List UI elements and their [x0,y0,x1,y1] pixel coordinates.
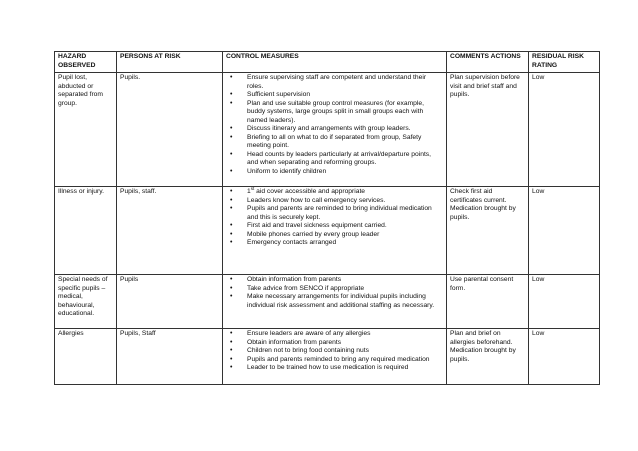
list-item: • Leaders know how to call emergency services. [226,197,443,206]
persons-cell: Pupils. [117,73,223,187]
hazard-cell: Special needs of specific pupils – medical, behavioural, educational. [55,275,117,329]
control-measures-cell [223,187,447,275]
ordinal-suffix: st [250,185,255,191]
first-aid-number: 1 [247,188,251,195]
rating-cell: Low [529,329,600,385]
list-item: • Plan and use suitable group control measures (for example, buddy systems, large groups split in small groups each with named leaders). [226,100,443,126]
table-row [55,275,600,329]
persons-cell: Pupils, Staff [117,329,223,385]
comments-cell: Check first aid certificates current. Medication brought by pupils. [447,187,529,275]
comments-cell: Use parental consent form. [447,275,529,329]
rating-cell: Low [529,187,600,275]
list-item: • Make necessary arrangements for individual pupils including individual risk assessment and additional staffing as necessary. [226,293,443,310]
list-item: • Discuss itinerary and arrangements with group leaders. [226,125,443,134]
header-hazard: HAZARD OBSERVED [55,52,117,73]
hazard-cell: Pupil lost, abducted or separated from group. [55,73,117,187]
list-item: • Emergency contacts arranged [226,239,443,248]
list-item: • Obtain information from parents [226,276,443,285]
list-item: • Children not to bring food containing nuts [226,347,443,356]
header-control-measures: CONTROL MEASURES [223,52,447,73]
first-aid-text: aid cover accessible and appropriate [254,188,366,195]
risk-assessment-table [54,51,600,385]
rating-cell: Low [529,73,600,187]
list-item: • Ensure leaders are aware of any allergies [226,330,443,339]
hazard-cell: Illness or injury. [55,187,117,275]
persons-cell: Pupils [117,275,223,329]
measures-list [226,185,443,248]
list-item: • Sufficient supervision [226,91,443,100]
control-measures-cell [223,329,447,385]
measures-list [226,330,443,373]
header-comments-actions: COMMENTS ACTIONS [447,52,529,73]
list-item: • Pupils and parents reminded to bring any required medication [226,356,443,365]
list-item: • Briefing to all on what to do if separated from group, Safety meeting point. [226,134,443,151]
table-row [55,187,600,275]
comments-cell: Plan and brief on allergies beforehand. Medication brought by pupils. [447,329,529,385]
list-item: • Head counts by leaders particularly at arrival/departure points, and when separating and reforming groups. [226,151,443,168]
rating-cell: Low [529,275,600,329]
list-item: • Ensure supervising staff are competent and understand their roles. [226,74,443,91]
table-row [55,73,600,187]
list-item: • First aid and travel sickness equipment carried. [226,222,443,231]
measures-list [226,276,443,310]
header-row [55,52,600,73]
comments-cell: Plan supervision before visit and brief staff and pupils. [447,73,529,187]
list-item: • Pupils and parents are reminded to bring individual medication and this is securely kept. [226,205,443,222]
list-item: • Take advice from SENCO if appropriate [226,285,443,294]
header-persons-at-risk: PERSONS AT RISK [117,52,223,73]
list-item: • Uniform to identify children [226,168,443,177]
list-item [226,185,443,197]
table-row [55,329,600,385]
hazard-cell: Allergies [55,329,117,385]
control-measures-cell [223,275,447,329]
persons-cell: Pupils, staff. [117,187,223,275]
list-item: • Obtain information from parents [226,339,443,348]
control-measures-cell [223,73,447,187]
header-residual-risk-rating: RESIDUAL RISK RATING [529,52,600,73]
measures-list [226,74,443,176]
list-item: • Mobile phones carried by every group leader [226,231,443,240]
list-item: • Leader to be trained how to use medication is required [226,364,443,373]
